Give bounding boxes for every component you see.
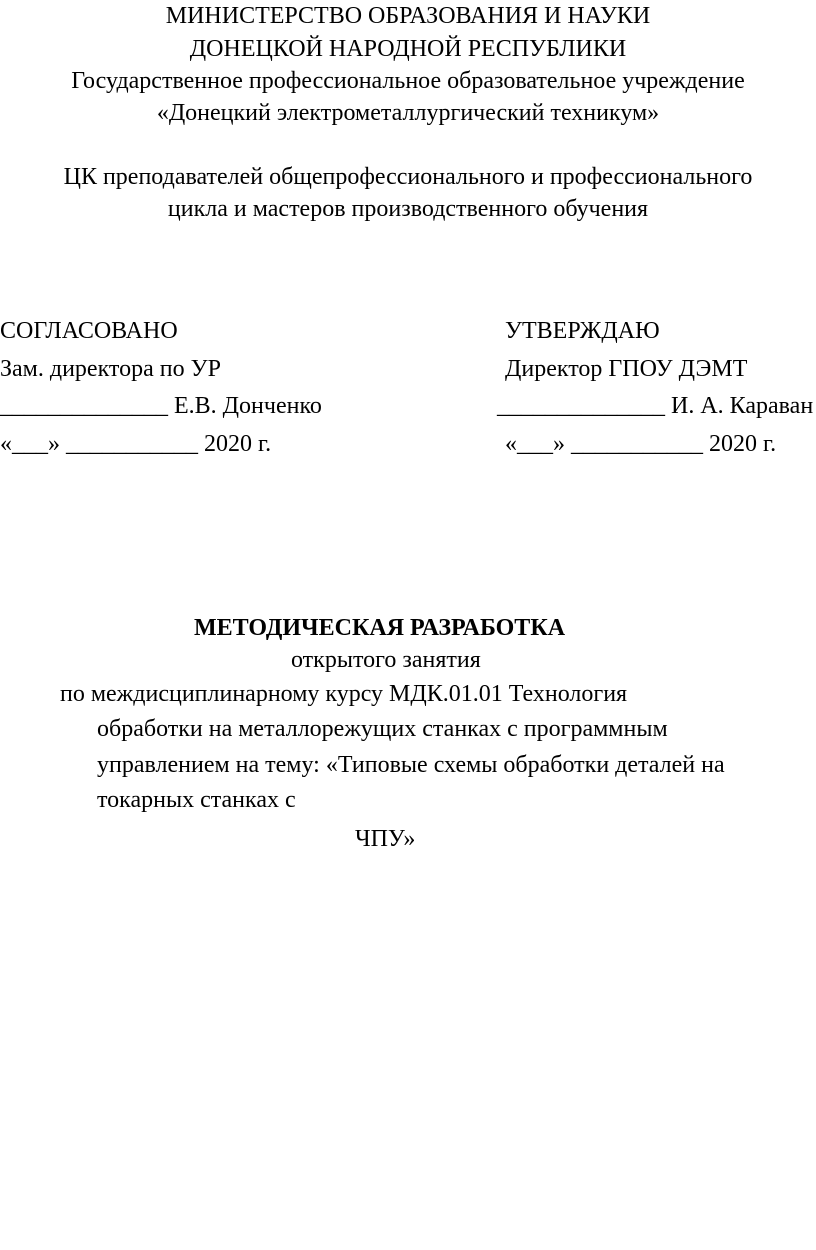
approval-right-date: «___» ___________ 2020 г. bbox=[505, 431, 777, 457]
institution-line-1: Государственное профессиональное образовательное учреждение bbox=[71, 68, 745, 94]
document-title: МЕТОДИЧЕСКАЯ РАЗРАБОТКА bbox=[194, 615, 566, 641]
topic-line-2: обработки на металлорежущих станках с программным bbox=[97, 716, 668, 742]
topic-line-5: ЧПУ» bbox=[355, 826, 416, 852]
approval-right-signature: ______________ И. А. Караван bbox=[497, 393, 814, 419]
topic-line-1: по междисциплинарному курсу МДК.01.01 Технология bbox=[60, 681, 628, 707]
commission-line-2: цикла и мастеров производственного обучения bbox=[167, 196, 649, 222]
document-subtitle: открытого занятия bbox=[291, 647, 481, 673]
topic-line-4: токарных станках с bbox=[97, 787, 296, 813]
institution-line-2: «Донецкий электрометаллургический техникум» bbox=[156, 100, 660, 126]
approval-right-position: Директор ГПОУ ДЭМТ bbox=[505, 356, 748, 382]
approval-left-position: Зам. директора по УР bbox=[0, 356, 221, 382]
approval-right-heading: УТВЕРЖДАЮ bbox=[505, 318, 660, 344]
ministry-line-1: МИНИСТЕРСТВО ОБРАЗОВАНИЯ И НАУКИ bbox=[165, 3, 651, 29]
topic-line-3: управлением на тему: «Типовые схемы обработки деталей на bbox=[97, 752, 725, 778]
approval-left-signature: ______________ Е.В. Донченко bbox=[0, 393, 322, 419]
approval-left-date: «___» ___________ 2020 г. bbox=[0, 431, 272, 457]
commission-line-1: ЦК преподавателей общепрофессионального и профессионального bbox=[63, 164, 753, 190]
approval-left-heading: СОГЛАСОВАНО bbox=[0, 318, 178, 344]
ministry-line-2: ДОНЕЦКОЙ НАРОДНОЙ РЕСПУБЛИКИ bbox=[189, 36, 627, 62]
